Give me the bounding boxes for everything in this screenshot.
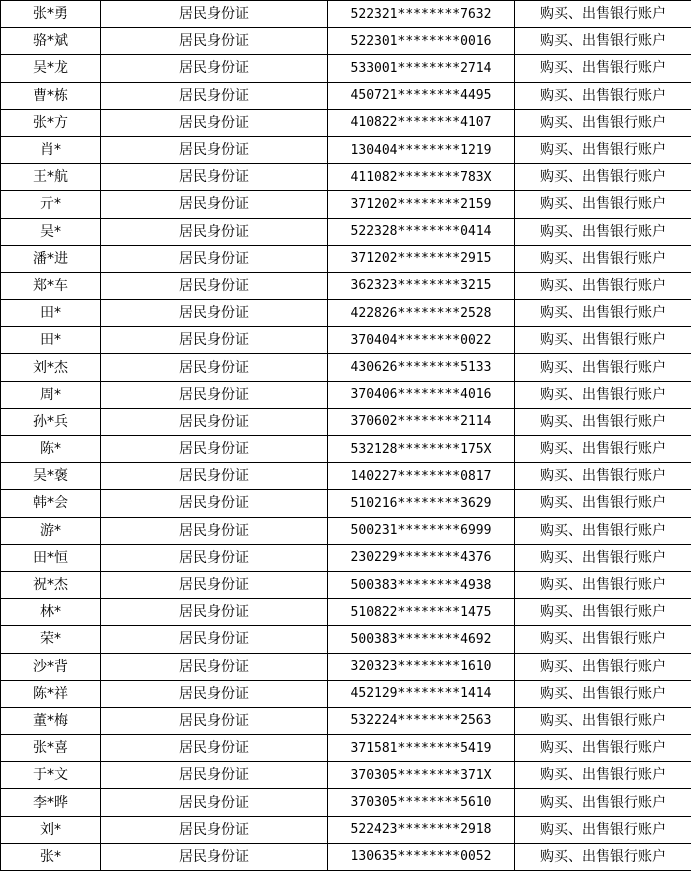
person-name-cell: 曹*栋	[1, 82, 101, 109]
id-number-cell: 371202********2159	[328, 191, 515, 218]
violation-action-cell: 购买、出售银行账户	[515, 191, 691, 218]
person-name-cell: 张*方	[1, 109, 101, 136]
document-type-cell: 居民身份证	[101, 680, 328, 707]
id-number-cell: 130404********1219	[328, 136, 515, 163]
id-number-cell: 370305********5610	[328, 789, 515, 816]
document-type-cell: 居民身份证	[101, 136, 328, 163]
person-name-cell: 肖*	[1, 136, 101, 163]
document-type-cell: 居民身份证	[101, 354, 328, 381]
violation-action-cell: 购买、出售银行账户	[515, 789, 691, 816]
id-number-cell: 532224********2563	[328, 707, 515, 734]
document-type-cell: 居民身份证	[101, 517, 328, 544]
violation-action-cell: 购买、出售银行账户	[515, 1, 691, 28]
document-type-cell: 居民身份证	[101, 55, 328, 82]
id-number-cell: 320323********1610	[328, 653, 515, 680]
document-type-cell: 居民身份证	[101, 191, 328, 218]
table-row	[1, 218, 691, 245]
violation-action-cell: 购买、出售银行账户	[515, 300, 691, 327]
person-name-cell: 陈*	[1, 436, 101, 463]
violation-action-cell: 购买、出售银行账户	[515, 517, 691, 544]
violation-action-cell: 购买、出售银行账户	[515, 762, 691, 789]
id-number-cell: 370602********2114	[328, 408, 515, 435]
person-name-cell: 田*恒	[1, 544, 101, 571]
id-number-cell: 371581********5419	[328, 735, 515, 762]
person-name-cell: 祝*杰	[1, 571, 101, 598]
violation-action-cell: 购买、出售银行账户	[515, 218, 691, 245]
violation-action-cell: 购买、出售银行账户	[515, 653, 691, 680]
person-name-cell: 吴*褒	[1, 463, 101, 490]
table-row	[1, 571, 691, 598]
id-number-cell: 522423********2918	[328, 816, 515, 843]
records-table-body	[1, 1, 691, 871]
id-number-cell: 500231********6999	[328, 517, 515, 544]
document-type-cell: 居民身份证	[101, 218, 328, 245]
document-type-cell: 居民身份证	[101, 707, 328, 734]
id-number-cell: 422826********2528	[328, 300, 515, 327]
violation-action-cell: 购买、出售银行账户	[515, 28, 691, 55]
table-row	[1, 191, 691, 218]
table-row	[1, 354, 691, 381]
document-type-cell: 居民身份证	[101, 436, 328, 463]
table-row	[1, 28, 691, 55]
person-name-cell: 田*	[1, 300, 101, 327]
violation-action-cell: 购买、出售银行账户	[515, 626, 691, 653]
violation-action-cell: 购买、出售银行账户	[515, 82, 691, 109]
id-number-cell: 130635********0052	[328, 843, 515, 870]
person-name-cell: 张*喜	[1, 735, 101, 762]
table-row	[1, 816, 691, 843]
document-type-cell: 居民身份证	[101, 245, 328, 272]
table-row	[1, 463, 691, 490]
id-number-cell: 522301********0016	[328, 28, 515, 55]
violation-action-cell: 购买、出售银行账户	[515, 408, 691, 435]
person-name-cell: 董*梅	[1, 707, 101, 734]
violation-action-cell: 购买、出售银行账户	[515, 354, 691, 381]
person-name-cell: 荣*	[1, 626, 101, 653]
id-number-cell: 362323********3215	[328, 272, 515, 299]
document-type-cell: 居民身份证	[101, 408, 328, 435]
table-row	[1, 762, 691, 789]
document-type-cell: 居民身份证	[101, 599, 328, 626]
id-number-cell: 411082********783X	[328, 164, 515, 191]
person-name-cell: 骆*斌	[1, 28, 101, 55]
document-type-cell: 居民身份证	[101, 626, 328, 653]
violation-action-cell: 购买、出售银行账户	[515, 136, 691, 163]
violation-action-cell: 购买、出售银行账户	[515, 571, 691, 598]
person-name-cell: 陈*祥	[1, 680, 101, 707]
document-type-cell: 居民身份证	[101, 28, 328, 55]
person-name-cell: 刘*	[1, 816, 101, 843]
violation-action-cell: 购买、出售银行账户	[515, 164, 691, 191]
table-row	[1, 136, 691, 163]
table-row	[1, 1, 691, 28]
document-type-cell: 居民身份证	[101, 762, 328, 789]
person-name-cell: 李*晔	[1, 789, 101, 816]
id-number-cell: 510216********3629	[328, 490, 515, 517]
person-name-cell: 田*	[1, 327, 101, 354]
violation-action-cell: 购买、出售银行账户	[515, 436, 691, 463]
person-name-cell: 潘*进	[1, 245, 101, 272]
document-type-cell: 居民身份证	[101, 653, 328, 680]
table-row	[1, 55, 691, 82]
table-row	[1, 436, 691, 463]
id-number-cell: 500383********4938	[328, 571, 515, 598]
id-number-cell: 430626********5133	[328, 354, 515, 381]
person-name-cell: 张*	[1, 843, 101, 870]
id-number-cell: 370305********371X	[328, 762, 515, 789]
person-name-cell: 张*勇	[1, 1, 101, 28]
person-name-cell: 游*	[1, 517, 101, 544]
id-number-cell: 230229********4376	[328, 544, 515, 571]
table-row	[1, 164, 691, 191]
id-number-cell: 452129********1414	[328, 680, 515, 707]
table-row	[1, 300, 691, 327]
table-row	[1, 82, 691, 109]
person-name-cell: 王*航	[1, 164, 101, 191]
document-type-cell: 居民身份证	[101, 109, 328, 136]
document-type-cell: 居民身份证	[101, 843, 328, 870]
document-type-cell: 居民身份证	[101, 789, 328, 816]
table-row	[1, 109, 691, 136]
id-number-cell: 500383********4692	[328, 626, 515, 653]
violation-action-cell: 购买、出售银行账户	[515, 707, 691, 734]
table-row	[1, 789, 691, 816]
violation-action-cell: 购买、出售银行账户	[515, 816, 691, 843]
person-name-cell: 吴*	[1, 218, 101, 245]
violation-action-cell: 购买、出售银行账户	[515, 599, 691, 626]
violation-action-cell: 购买、出售银行账户	[515, 245, 691, 272]
person-name-cell: 周*	[1, 381, 101, 408]
document-type-cell: 居民身份证	[101, 816, 328, 843]
person-name-cell: 沙*背	[1, 653, 101, 680]
document-type-cell: 居民身份证	[101, 1, 328, 28]
table-row	[1, 245, 691, 272]
id-number-cell: 522328********0414	[328, 218, 515, 245]
document-type-cell: 居民身份证	[101, 490, 328, 517]
person-name-cell: 郑*车	[1, 272, 101, 299]
person-name-cell: 刘*杰	[1, 354, 101, 381]
violation-action-cell: 购买、出售银行账户	[515, 109, 691, 136]
id-number-cell: 140227********0817	[328, 463, 515, 490]
document-type-cell: 居民身份证	[101, 272, 328, 299]
violation-action-cell: 购买、出售银行账户	[515, 381, 691, 408]
id-number-cell: 370404********0022	[328, 327, 515, 354]
document-type-cell: 居民身份证	[101, 300, 328, 327]
table-row	[1, 490, 691, 517]
table-row	[1, 517, 691, 544]
table-row	[1, 599, 691, 626]
id-number-cell: 371202********2915	[328, 245, 515, 272]
id-number-cell: 522321********7632	[328, 1, 515, 28]
violation-action-cell: 购买、出售银行账户	[515, 843, 691, 870]
table-row	[1, 544, 691, 571]
table-row	[1, 327, 691, 354]
table-row	[1, 408, 691, 435]
table-row	[1, 381, 691, 408]
document-type-cell: 居民身份证	[101, 164, 328, 191]
document-type-cell: 居民身份证	[101, 735, 328, 762]
person-name-cell: 亓*	[1, 191, 101, 218]
document-type-cell: 居民身份证	[101, 327, 328, 354]
violation-action-cell: 购买、出售银行账户	[515, 490, 691, 517]
table-row	[1, 653, 691, 680]
violation-action-cell: 购买、出售银行账户	[515, 735, 691, 762]
table-row	[1, 735, 691, 762]
id-number-cell: 370406********4016	[328, 381, 515, 408]
violation-action-cell: 购买、出售银行账户	[515, 55, 691, 82]
id-number-cell: 533001********2714	[328, 55, 515, 82]
document-type-cell: 居民身份证	[101, 571, 328, 598]
violation-action-cell: 购买、出售银行账户	[515, 327, 691, 354]
id-number-cell: 450721********4495	[328, 82, 515, 109]
violation-action-cell: 购买、出售银行账户	[515, 680, 691, 707]
id-number-cell: 532128********175X	[328, 436, 515, 463]
table-row	[1, 272, 691, 299]
document-type-cell: 居民身份证	[101, 544, 328, 571]
violation-action-cell: 购买、出售银行账户	[515, 544, 691, 571]
person-name-cell: 韩*会	[1, 490, 101, 517]
table-row	[1, 843, 691, 870]
document-type-cell: 居民身份证	[101, 463, 328, 490]
id-number-cell: 510822********1475	[328, 599, 515, 626]
id-number-cell: 410822********4107	[328, 109, 515, 136]
violation-action-cell: 购买、出售银行账户	[515, 272, 691, 299]
table-row	[1, 626, 691, 653]
person-name-cell: 于*文	[1, 762, 101, 789]
document-type-cell: 居民身份证	[101, 82, 328, 109]
table-row	[1, 680, 691, 707]
document-type-cell: 居民身份证	[101, 381, 328, 408]
table-row	[1, 707, 691, 734]
person-name-cell: 吴*龙	[1, 55, 101, 82]
violation-action-cell: 购买、出售银行账户	[515, 463, 691, 490]
person-name-cell: 孙*兵	[1, 408, 101, 435]
person-name-cell: 林*	[1, 599, 101, 626]
